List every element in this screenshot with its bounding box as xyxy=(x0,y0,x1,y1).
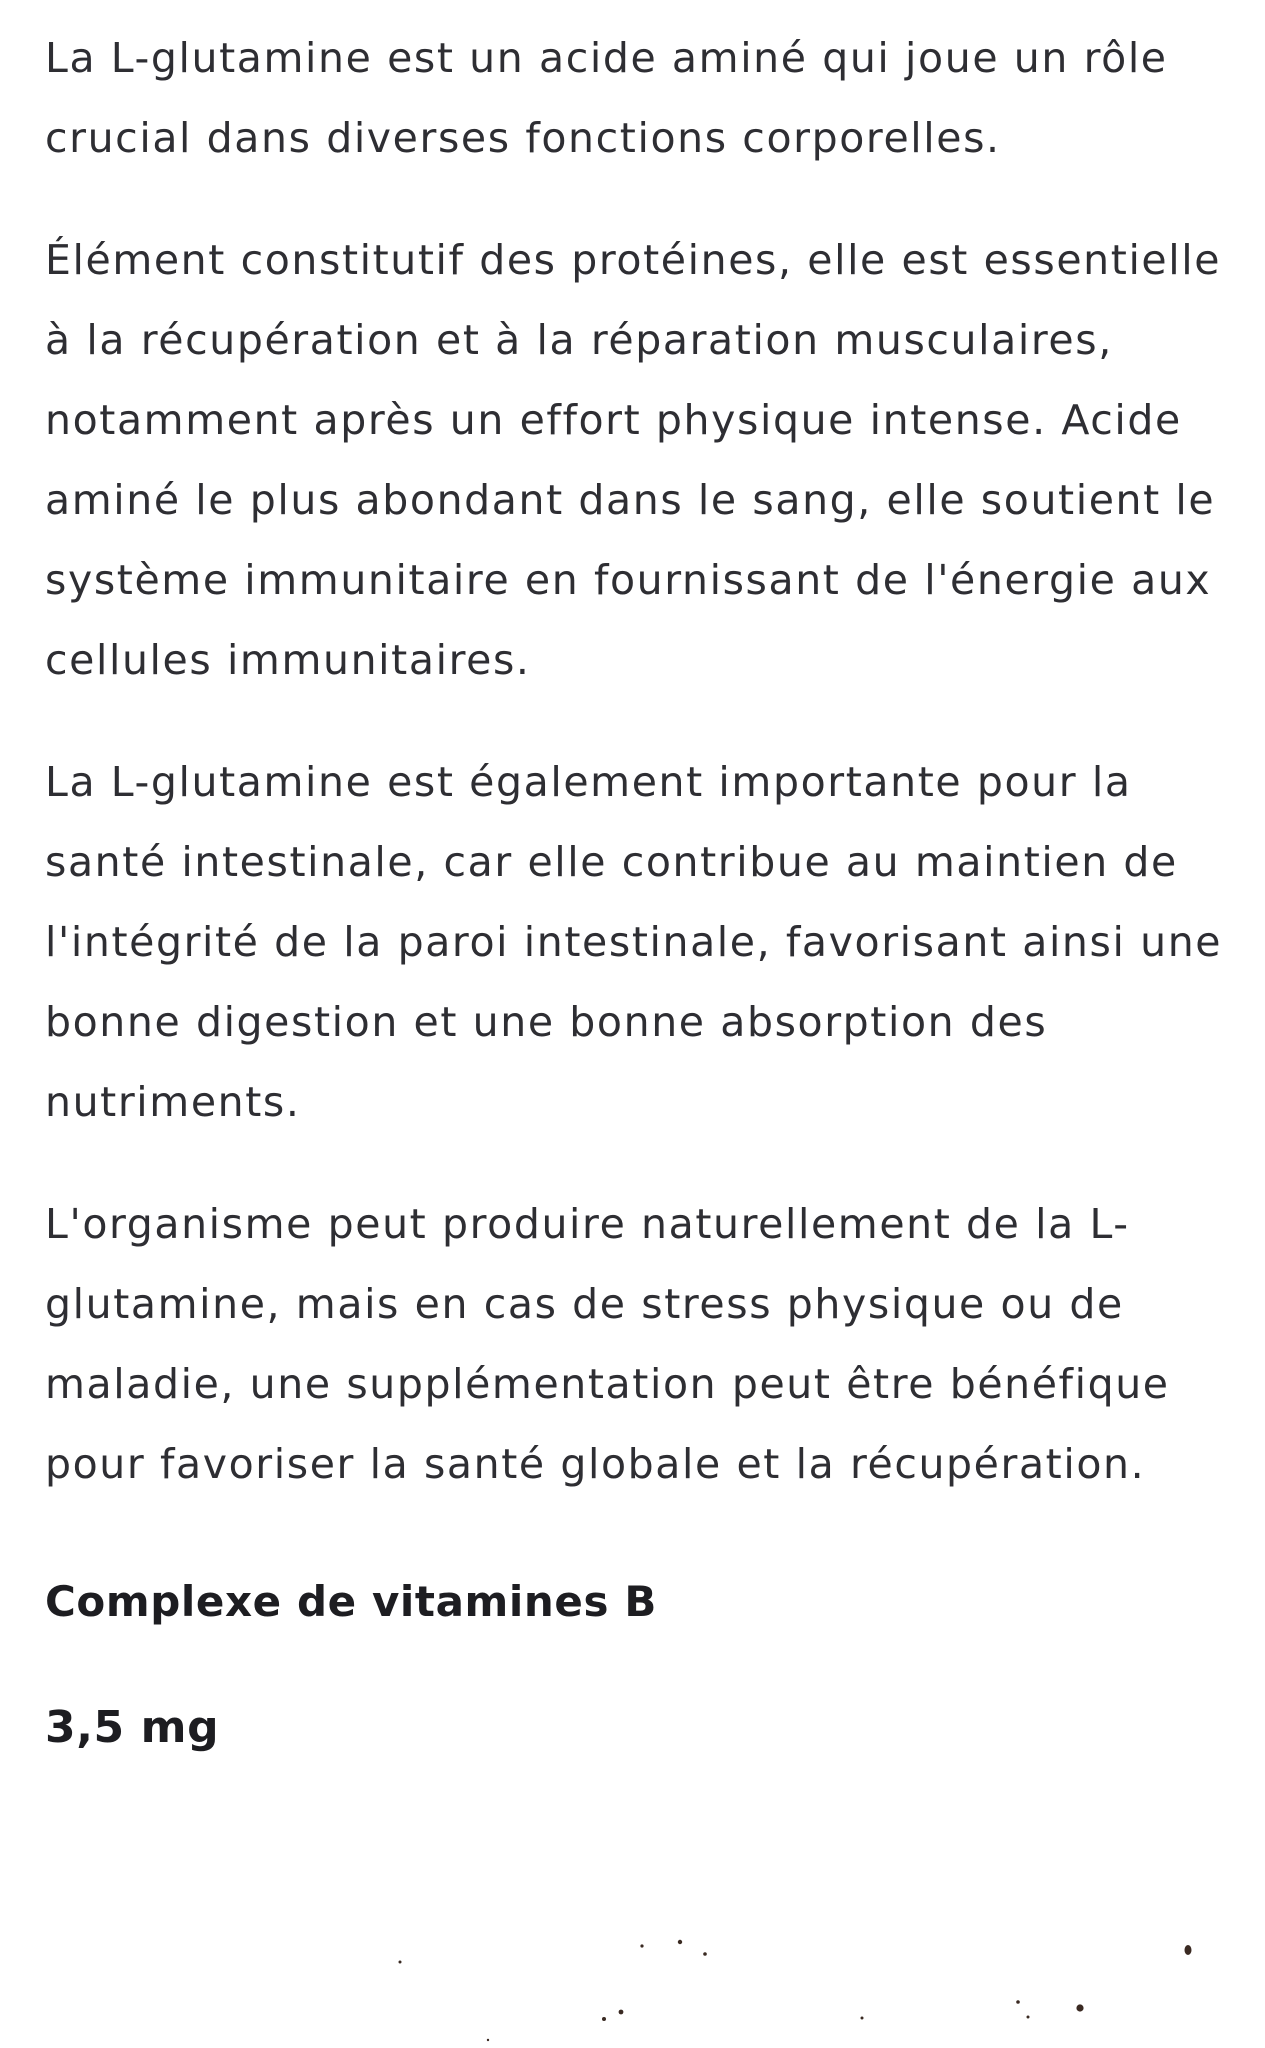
section-heading: Complexe de vitamines B xyxy=(45,1577,657,1626)
paragraph-muscle-recovery: Élément constitutif des protéines, elle est essentielle à la récupération et à la réparation musculaires, notamment après un effort physique intense. Acide aminé le plus abondant dans le sang, elle soutient le système immunitaire en fournissant de l'énergie aux cellules immunitaires. xyxy=(45,236,1222,684)
paragraph-intro: La L-glutamine est un acide aminé qui joue un rôle crucial dans diverses fonctions corporelles. xyxy=(45,34,1168,162)
section-amount: 3,5 mg xyxy=(45,1702,220,1753)
paragraph-gut-health: La L-glutamine est également importante pour la santé intestinale, car elle contribue au maintien de l'intégrité de la paroi intestinale, favorisant ainsi une bonne digestion et une bonne absorption des nutriments. xyxy=(45,758,1223,1126)
article-body xyxy=(45,18,1225,1768)
paragraph-supplementation: L'organisme peut produire naturellement de la L-glutamine, mais en cas de stress physique ou de maladie, une supplémentation peut être bénéfique pour favoriser la santé globale et la récupération. xyxy=(45,1200,1170,1488)
image-specks-decoration xyxy=(0,1920,1265,2048)
